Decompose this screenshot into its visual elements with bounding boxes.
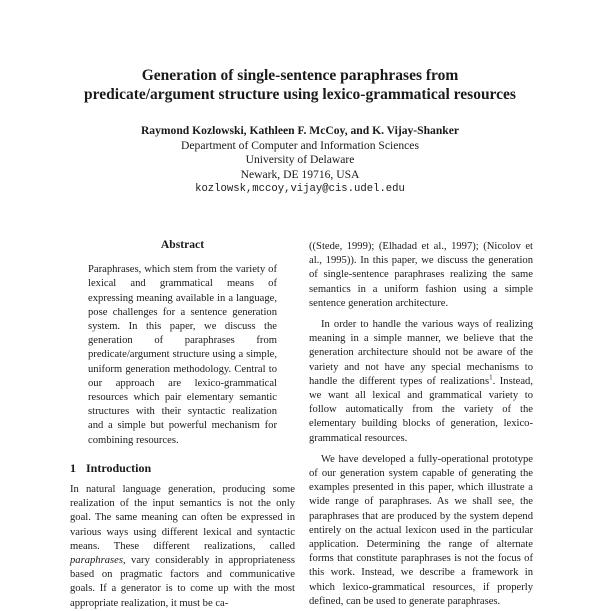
section-heading-introduction [70,461,295,475]
left-column [70,238,295,611]
author-email: kozlowsk,mccoy,vijay@cis.udel.edu [195,183,405,195]
right-paragraph-2-text-end: . Instead, we want all lexical and grammatical variety to follow automatically from the variety of the elementary building blocks of generation, lexico-grammatical resources. [309,375,533,444]
affiliation-university: University of Delaware [245,153,355,166]
intro-text-end: vary considerably in appropriateness based on pragmatic factors and communicative goals. If a generator is to come up with the most appropriate realization, it must be ca- [70,555,295,609]
title-line-2: predicate/argument structure using lexico-grammatical resources [84,86,516,103]
abstract-heading: Abstract [160,238,205,251]
intro-italic-term: paraphrases, [70,555,126,567]
intro-paragraph [70,483,295,611]
section-title: Introduction [86,460,152,475]
footnote-marker: 1 [489,373,493,382]
right-paragraph-3: We have developed a fully-operational prototype of our generation system capable of generating the examples presented in this paper, which illustrate a wide range of paraphrases. As we shall see, the paraphrases that are produced by the system depend entirely on the actual lexicon used in the particular application. Determining the range of alternate forms that constitute paraphrases is not the focus of this work. Instead, we describe a framework in which lexico-grammatical resources, if properly defined, can be used to generate paraphrases. [309,453,533,607]
intro-text-start: In natural language generation, producing some realization of the input semantics is not the only goal. The same meaning can often be expressed in various ways using different lexical and syntactic means. These different realizations, called [70,484,295,552]
paper-title [0,66,600,104]
author-names: Raymond Kozlowski, Kathleen F. McCoy, and K. Vijay-Shanker [140,124,460,137]
author-block [0,124,600,197]
right-paragraph-1: ((Stede, 1999); (Elhadad et al., 1997); (Nicolov et al., 1995)). In this paper, we discuss the generation of single-sentence paraphrases realizing the same semantics in a uniform fashion using a simple sentence generation architecture. [309,241,533,309]
affiliation-city: Newark, DE 19716, USA [240,167,360,181]
right-paragraph-2 [309,318,533,446]
right-paragraph-2-text: In order to handle the various ways of realizing meaning in a simple manner, we believe that the generation architecture should not be aware of the variety and not have any special mechanisms to handle the different types of realizations [309,319,533,387]
affiliation-department: Department of Computer and Information Sciences [181,138,419,152]
right-column [309,240,533,609]
section-number: 1 [70,460,76,475]
abstract-text: Paraphrases, which stem from the variety of lexical and grammatical means of expressing meaning available in a language, pose challenges for a sentence generation system. In this paper, we discuss the generation of paraphrases from predicate/argument structure using a simple, uniform generation methodology. Central to our approach are lexico-grammatical resources which pair elementary semantic structures with their syntactic realization and a simple but powerful mechanism for combining resources. [88,264,277,446]
title-line-1: Generation of single-sentence paraphrases from [141,67,459,84]
